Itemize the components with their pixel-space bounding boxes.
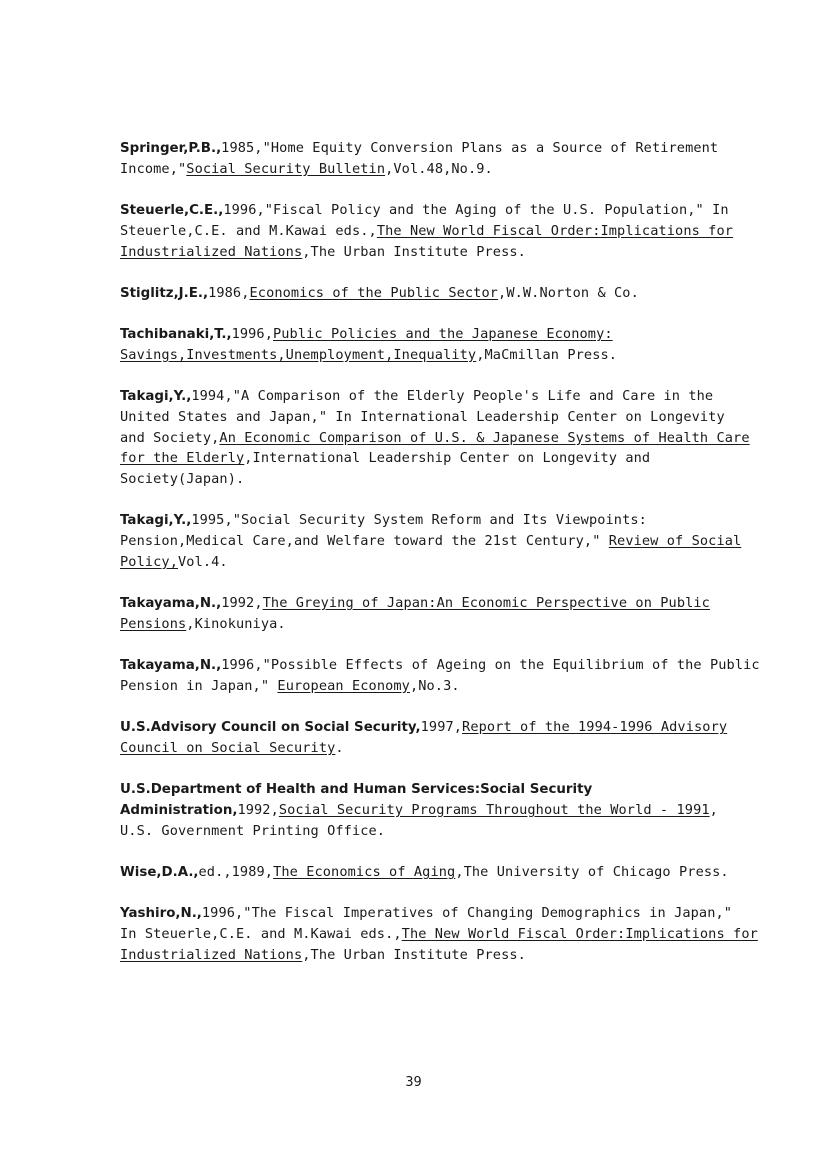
reference-title: An Economic Comparison of U.S. & Japanese Systems of Health Care	[219, 429, 750, 446]
reference-text: 1995,"Social Security System Reform and Its Viewpoints:	[191, 512, 647, 528]
reference-line	[120, 159, 770, 180]
reference-text: ,International Leadership Center on Longevity and	[244, 450, 651, 467]
reference-entry	[120, 510, 770, 572]
reference-text: ,The Urban Institute Press.	[302, 243, 526, 260]
reference-line	[120, 779, 770, 800]
reference-line	[120, 242, 770, 263]
reference-text: In Steuerle,C.E. and M.Kawai eds.,	[120, 925, 402, 942]
reference-author: Administration,	[120, 802, 238, 818]
reference-line	[120, 345, 770, 366]
reference-text: ,	[709, 801, 718, 818]
reference-entry	[120, 386, 770, 490]
reference-text: Income,"	[120, 160, 187, 177]
reference-title: Industrialized Nations	[120, 243, 303, 260]
reference-line	[120, 200, 770, 221]
reference-line	[120, 593, 770, 614]
reference-entry	[120, 593, 770, 635]
reference-text: Pension in Japan,"	[120, 677, 278, 694]
reference-text: 1996,"Fiscal Policy and the Aging of the U.S. Population," In	[223, 202, 729, 218]
reference-text: ed.,1989,	[198, 864, 274, 880]
reference-author: Takayama,N.,	[120, 658, 222, 673]
reference-text: 1996,"Possible Effects of Ageing on the Equilibrium of the Public	[221, 657, 760, 673]
reference-text: ,Kinokuniya.	[186, 615, 286, 632]
reference-title: Council on Social Security	[120, 739, 336, 756]
reference-line	[120, 283, 770, 304]
reference-entry	[120, 200, 770, 262]
reference-text: 1992,	[237, 801, 279, 818]
reference-line	[120, 862, 770, 883]
reference-text: 1994,"A Comparison of the Elderly People's Life and Care in the	[191, 388, 714, 404]
reference-text: 1986,	[208, 285, 250, 301]
reference-title: for the Elderly	[120, 450, 245, 467]
reference-line	[120, 800, 770, 821]
reference-title: Review of Social	[608, 532, 742, 549]
reference-title: Industrialized Nations	[120, 946, 303, 963]
reference-author: Wise,D.A.,	[120, 865, 199, 880]
reference-title: The New World Fiscal Order:Implications for	[401, 925, 758, 942]
reference-author: U.S.Department of Health and Human Services:Social Security	[120, 782, 593, 797]
reference-text: ,The University of Chicago Press.	[455, 864, 729, 880]
reference-title: The Greying of Japan:An Economic Perspective on Public	[262, 595, 710, 611]
reference-line	[120, 324, 770, 345]
reference-text: ,W.W.Norton & Co.	[498, 285, 639, 301]
reference-entry	[120, 779, 770, 841]
reference-author: Takagi,Y.,	[120, 513, 192, 528]
reference-line	[120, 221, 770, 242]
reference-text: ,MaCmillan Press.	[476, 346, 618, 363]
reference-line	[120, 510, 770, 531]
reference-title: The New World Fiscal Order:Implications for	[376, 222, 734, 239]
reference-line	[120, 738, 770, 759]
reference-line	[120, 655, 770, 676]
reference-author: Springer,P.B.,	[120, 141, 222, 156]
reference-line	[120, 469, 770, 490]
reference-entry	[120, 862, 770, 883]
reference-entry	[120, 655, 770, 697]
reference-line	[120, 138, 770, 159]
reference-entry	[120, 138, 770, 180]
reference-text: ,The Urban Institute Press.	[302, 946, 526, 963]
reference-title: The Economics of Aging	[273, 864, 456, 880]
reference-title: Economics of the Public Sector	[249, 285, 499, 301]
reference-entry	[120, 324, 770, 366]
reference-title: Pensions	[120, 615, 187, 632]
reference-text: ,Vol.48,No.9.	[385, 160, 493, 177]
reference-text: 1997,	[420, 719, 463, 735]
reference-author: Steuerle,C.E.,	[120, 203, 224, 218]
page-number: 39	[405, 1074, 422, 1090]
reference-author: Stiglitz,J.E.,	[120, 286, 209, 301]
reference-author: U.S.Advisory Council on Social Security,	[120, 720, 421, 735]
reference-text: U.S. Government Printing Office.	[120, 822, 386, 839]
reference-line	[120, 448, 770, 469]
reference-entry	[120, 717, 770, 759]
reference-text: Pension,Medical Care,and Welfare toward the 21st Century,"	[120, 532, 609, 549]
reference-text: .	[335, 739, 344, 756]
reference-text: and Society,	[120, 429, 220, 446]
reference-text: United States and Japan," In International Leadership Center on Longevity	[120, 408, 725, 425]
reference-title: Social Security Bulletin	[186, 160, 386, 177]
reference-title: European Economy	[277, 677, 410, 694]
reference-line	[120, 924, 770, 945]
reference-line	[120, 552, 770, 573]
reference-text: Society(Japan).	[120, 471, 245, 488]
reference-author: Takayama,N.,	[120, 596, 222, 611]
reference-text: ,No.3.	[409, 677, 460, 694]
reference-entry	[120, 283, 770, 304]
reference-title: Savings,Investments,Unemployment,Inequality	[120, 346, 477, 363]
reference-text: Vol.4.	[178, 553, 228, 570]
reference-title: Public Policies and the Japanese Economy:	[272, 326, 613, 342]
reference-line	[120, 386, 770, 407]
reference-title: Report of the 1994-1996 Advisory	[462, 719, 728, 735]
reference-line	[120, 676, 770, 697]
reference-text: 1992,	[221, 595, 263, 611]
reference-line	[120, 945, 770, 966]
reference-line	[120, 531, 770, 552]
reference-author: Takagi,Y.,	[120, 389, 192, 404]
reference-entry	[120, 903, 770, 965]
reference-line	[120, 407, 770, 428]
reference-line	[120, 821, 770, 842]
reference-text: 1996,"The Fiscal Imperatives of Changing Demographics in Japan,"	[201, 905, 733, 921]
reference-text: 1996,	[231, 326, 273, 342]
reference-title: Policy,	[120, 553, 178, 570]
reference-line	[120, 903, 770, 924]
reference-line	[120, 717, 770, 738]
reference-text: 1985,"Home Equity Conversion Plans as a Source of Retirement	[221, 140, 719, 156]
reference-author: Yashiro,N.,	[120, 906, 202, 921]
reference-text: Steuerle,C.E. and M.Kawai eds.,	[120, 222, 377, 239]
reference-title: Social Security Programs Throughout the World - 1991	[278, 801, 710, 818]
reference-author: Tachibanaki,T.,	[120, 327, 232, 342]
reference-line	[120, 428, 770, 449]
reference-line	[120, 614, 770, 635]
